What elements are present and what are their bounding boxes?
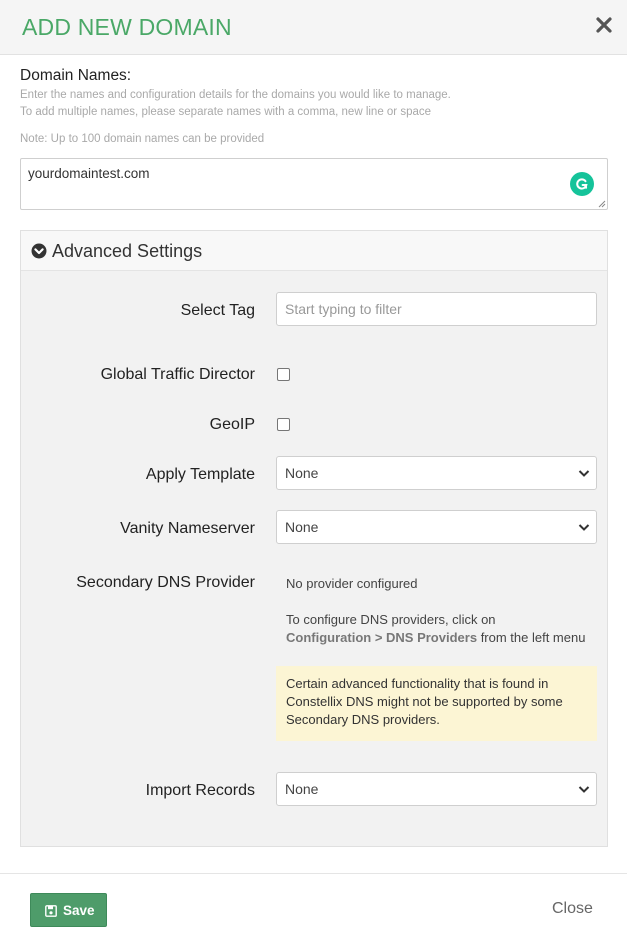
domain-names-value: yourdomaintest.com bbox=[28, 166, 150, 181]
secondary-dns-warning: Certain advanced functionality that is found in Constellix DNS might not be supported by some Secondary DNS providers. bbox=[276, 666, 597, 741]
close-button[interactable]: Close bbox=[552, 900, 593, 917]
apply-template-select[interactable] bbox=[276, 456, 597, 490]
select-tag-label: Select Tag bbox=[180, 302, 255, 319]
domain-names-label: Domain Names: bbox=[20, 67, 132, 84]
import-records-value: None bbox=[285, 781, 319, 797]
global-traffic-director-label: Global Traffic Director bbox=[100, 366, 255, 383]
grammarly-icon[interactable] bbox=[570, 172, 594, 196]
import-records-label: Import Records bbox=[145, 782, 255, 799]
vanity-nameserver-value: None bbox=[285, 519, 319, 535]
domain-names-help-line2: To add multiple names, please separate names with a comma, new line or space bbox=[20, 106, 432, 118]
select-tag-placeholder: Start typing to filter bbox=[285, 301, 402, 317]
advanced-settings-header[interactable] bbox=[21, 231, 607, 271]
geoip-checkbox[interactable] bbox=[277, 418, 290, 431]
save-button-label: Save bbox=[63, 903, 95, 918]
secondary-dns-instructions-suffix: from the left menu bbox=[480, 630, 586, 645]
chevron-down-icon bbox=[578, 523, 590, 532]
resize-grip-icon[interactable] bbox=[598, 200, 606, 208]
save-button[interactable] bbox=[30, 893, 107, 927]
advanced-settings-panel bbox=[20, 230, 608, 847]
apply-template-label: Apply Template bbox=[145, 466, 255, 483]
secondary-dns-instructions-prefix: To configure DNS providers, click on bbox=[286, 612, 496, 627]
select-tag-input[interactable] bbox=[276, 292, 597, 326]
advanced-settings-title: Advanced Settings bbox=[52, 241, 203, 261]
floppy-disk-icon bbox=[45, 905, 57, 917]
footer-divider bbox=[0, 873, 627, 874]
domain-names-note: Note: Up to 100 domain names can be provided bbox=[20, 133, 265, 145]
chevron-down-icon bbox=[578, 785, 590, 794]
apply-template-value: None bbox=[285, 465, 319, 481]
import-records-select[interactable] bbox=[276, 772, 597, 806]
global-traffic-director-checkbox[interactable] bbox=[277, 368, 290, 381]
secondary-dns-instructions bbox=[286, 611, 606, 647]
modal-header bbox=[0, 0, 627, 55]
geoip-label: GeoIP bbox=[209, 416, 255, 433]
secondary-dns-config-path: Configuration > DNS Providers bbox=[286, 630, 478, 645]
modal-title: ADD NEW DOMAIN bbox=[22, 14, 232, 40]
secondary-dns-status: No provider configured bbox=[286, 576, 418, 591]
secondary-dns-provider-label: Secondary DNS Provider bbox=[76, 574, 255, 591]
close-icon[interactable] bbox=[595, 16, 613, 34]
vanity-nameserver-select[interactable] bbox=[276, 510, 597, 544]
chevron-circle-down-icon bbox=[31, 243, 47, 259]
domain-names-help-line1: Enter the names and configuration details for the domains you would like to manage. bbox=[20, 89, 451, 101]
chevron-down-icon bbox=[578, 469, 590, 478]
vanity-nameserver-label: Vanity Nameserver bbox=[120, 520, 255, 537]
domain-names-textarea[interactable] bbox=[20, 158, 608, 210]
